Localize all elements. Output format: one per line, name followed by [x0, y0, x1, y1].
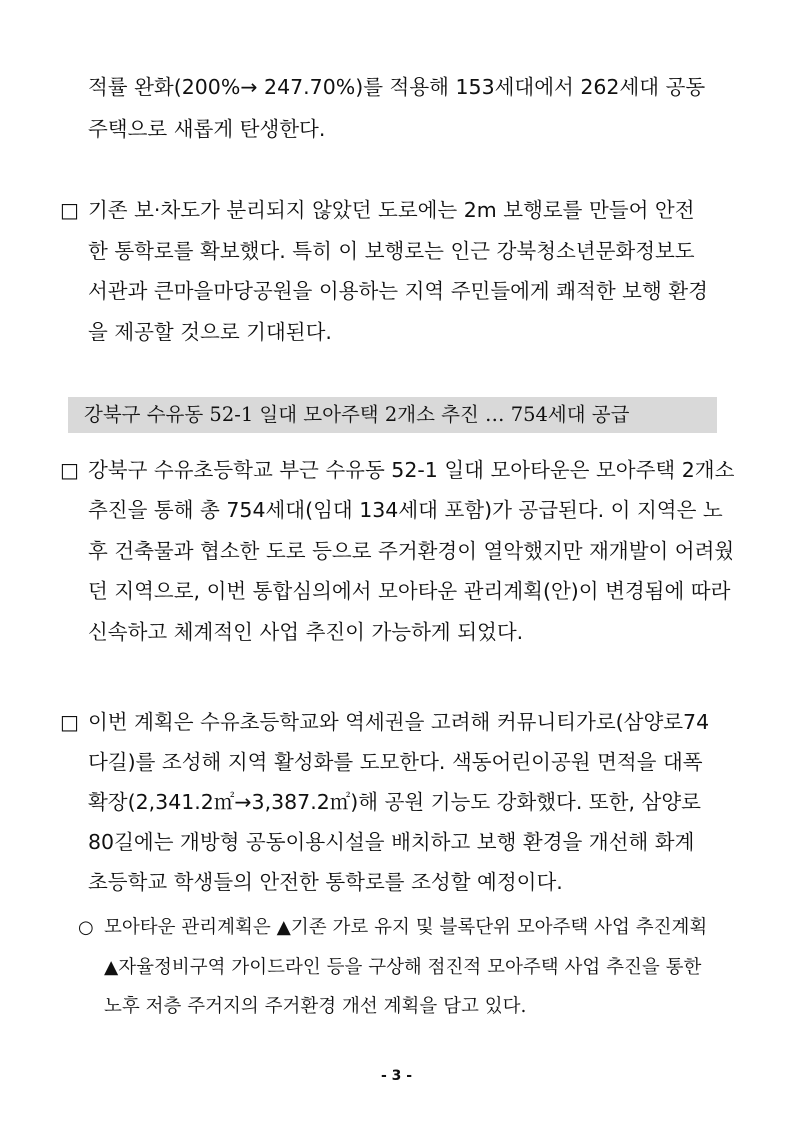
checkbox-bullet-icon: □ — [60, 458, 79, 482]
sub-bullet-line-3: 노후 저층 주거지의 주거환경 개선 계획을 담고 있다. — [104, 996, 527, 1017]
bullet-1-line-1: 기존 보·차도가 분리되지 않았던 도로에는 2m 보행로를 만들어 안전 — [88, 198, 695, 222]
page-number: - 3 - — [380, 1068, 413, 1084]
bullet-3-line-1: 이번 계획은 수유초등학교와 역세권을 고려해 커뮤니티가로(삼양로74 — [88, 710, 710, 734]
sub-bullet-line-1: 모아타운 관리계획은 ▲기존 가로 유지 및 블록단위 모아주택 사업 추진계획 — [104, 917, 708, 938]
bullet-3-line-3: 확장(2,341.2㎡→3,387.2㎡)해 공원 기능도 강화했다. 또한, 삼양로 — [88, 790, 701, 814]
bullet-2-line-3: 후 건축물과 협소한 도로 등으로 주거환경이 열악했지만 재개발이 어려웠 — [88, 539, 735, 563]
bullet-1-line-2: 한 통학로를 확보했다. 특히 이 보행로는 인근 강북청소년문화정보도 — [88, 239, 695, 263]
bullet-3-line-2: 다길)를 조성해 지역 활성화를 도모한다. 색동어린이공원 면적을 대폭 — [88, 750, 703, 774]
bullet-3-line-5: 초등학교 학생들의 안전한 통학로를 조성할 예정이다. — [88, 870, 563, 894]
section-heading: 강북구 수유동 52-1 일대 모아주택 2개소 추진 … 754세대 공급 — [84, 403, 630, 426]
intro-line-2: 주택으로 새롭게 탄생한다. — [88, 117, 326, 141]
checkbox-bullet-icon: □ — [60, 198, 79, 222]
intro-line-1: 적률 완화(200%→ 247.70%)를 적용해 153세대에서 262세대 공동 — [88, 75, 706, 99]
bullet-2-line-5: 신속하고 체계적인 사업 추진이 가능하게 되었다. — [88, 620, 524, 644]
bullet-3-line-4: 80길에는 개방형 공동이용시설을 배치하고 보행 환경을 개선해 화계 — [88, 830, 695, 854]
sub-bullet-line-2: ▲자율정비구역 가이드라인 등을 구상해 점진적 모아주택 사업 추진을 통한 — [104, 957, 702, 978]
circle-bullet-icon: ○ — [78, 917, 94, 938]
bullet-1-line-3: 서관과 큰마을마당공원을 이용하는 지역 주민들에게 쾌적한 보행 환경 — [88, 279, 708, 303]
bullet-2-line-1: 강북구 수유초등학교 부근 수유동 52-1 일대 모아타운은 모아주택 2개소 — [88, 458, 735, 482]
bullet-2-line-4: 던 지역으로, 이번 통합심의에서 모아타운 관리계획(안)이 변경됨에 따라 — [88, 579, 731, 603]
bullet-2-line-2: 추진을 통해 총 754세대(임대 134세대 포함)가 공급된다. 이 지역은 노 — [88, 498, 723, 522]
checkbox-bullet-icon: □ — [60, 710, 79, 734]
bullet-1-line-4: 을 제공할 것으로 기대된다. — [88, 320, 332, 344]
